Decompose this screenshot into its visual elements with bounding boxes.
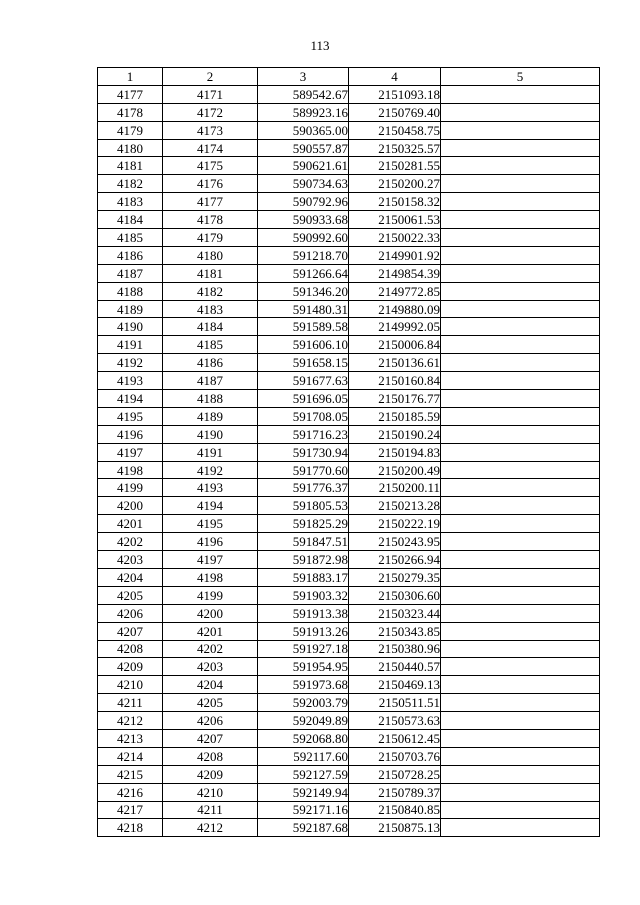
table-row — [98, 425, 600, 443]
table-cell-col-1: 4205 — [98, 586, 163, 604]
table-cell-col-4: 2149992.05 — [349, 318, 441, 336]
table-row — [98, 103, 600, 121]
table-cell-col-2: 4205 — [163, 694, 258, 712]
table-cell-col-5 — [441, 568, 600, 586]
table-cell-col-4: 2150185.59 — [349, 407, 441, 425]
table-cell-col-5 — [441, 801, 600, 819]
table-cell-col-2: 4185 — [163, 336, 258, 354]
table-cell-col-3: 592127.59 — [258, 765, 349, 783]
table-cell-col-1: 4180 — [98, 139, 163, 157]
column-header-2: 2 — [163, 68, 258, 86]
table-cell-col-4: 2150440.57 — [349, 658, 441, 676]
table-row — [98, 372, 600, 390]
table-cell-col-5 — [441, 676, 600, 694]
table-cell-col-3: 591266.64 — [258, 264, 349, 282]
table-cell-col-1: 4206 — [98, 604, 163, 622]
table-cell-col-4: 2150176.77 — [349, 390, 441, 408]
table-cell-col-4: 2150200.27 — [349, 175, 441, 193]
table-row — [98, 246, 600, 264]
table-cell-col-1: 4198 — [98, 461, 163, 479]
table-row — [98, 264, 600, 282]
table-cell-col-5 — [441, 729, 600, 747]
table-cell-col-1: 4188 — [98, 282, 163, 300]
table-cell-col-5 — [441, 712, 600, 730]
table-cell-col-4: 2150200.49 — [349, 461, 441, 479]
table-cell-col-2: 4184 — [163, 318, 258, 336]
table-cell-col-1: 4177 — [98, 85, 163, 103]
table-cell-col-1: 4210 — [98, 676, 163, 694]
table-cell-col-1: 4186 — [98, 246, 163, 264]
table-cell-col-5 — [441, 318, 600, 336]
table-cell-col-1: 4195 — [98, 407, 163, 425]
table-cell-col-2: 4191 — [163, 443, 258, 461]
table-cell-col-1: 4187 — [98, 264, 163, 282]
table-row — [98, 765, 600, 783]
table-cell-col-2: 4187 — [163, 372, 258, 390]
table-cell-col-2: 4171 — [163, 85, 258, 103]
table-cell-col-5 — [441, 407, 600, 425]
table-cell-col-3: 591606.10 — [258, 336, 349, 354]
table-cell-col-4: 2150703.76 — [349, 747, 441, 765]
table-cell-col-3: 589923.16 — [258, 103, 349, 121]
table-row — [98, 443, 600, 461]
table-cell-col-5 — [441, 551, 600, 569]
table-cell-col-5 — [441, 211, 600, 229]
table-cell-col-2: 4172 — [163, 103, 258, 121]
table-cell-col-3: 591346.20 — [258, 282, 349, 300]
table-cell-col-1: 4218 — [98, 819, 163, 837]
table-cell-col-2: 4176 — [163, 175, 258, 193]
table-cell-col-3: 591903.32 — [258, 586, 349, 604]
table-cell-col-4: 2150022.33 — [349, 229, 441, 247]
table-cell-col-1: 4214 — [98, 747, 163, 765]
table-cell-col-5 — [441, 175, 600, 193]
table-cell-col-3: 591805.53 — [258, 497, 349, 515]
table-cell-col-3: 591716.23 — [258, 425, 349, 443]
table-cell-col-3: 591218.70 — [258, 246, 349, 264]
table-cell-col-3: 592187.68 — [258, 819, 349, 837]
table-cell-col-4: 2150200.11 — [349, 479, 441, 497]
table-cell-col-5 — [441, 783, 600, 801]
table-cell-col-3: 591480.31 — [258, 300, 349, 318]
table-cell-col-2: 4173 — [163, 121, 258, 139]
table-cell-col-5 — [441, 139, 600, 157]
table-cell-col-3: 590992.60 — [258, 229, 349, 247]
table-cell-col-1: 4211 — [98, 694, 163, 712]
table-cell-col-5 — [441, 461, 600, 479]
table-cell-col-2: 4175 — [163, 157, 258, 175]
table-cell-col-2: 4198 — [163, 568, 258, 586]
table-cell-col-3: 591696.05 — [258, 390, 349, 408]
table-cell-col-4: 2150789.37 — [349, 783, 441, 801]
table-cell-col-2: 4206 — [163, 712, 258, 730]
table-row — [98, 783, 600, 801]
table-cell-col-4: 2150136.61 — [349, 354, 441, 372]
table-cell-col-5 — [441, 622, 600, 640]
table-cell-col-4: 2150325.57 — [349, 139, 441, 157]
table-cell-col-1: 4196 — [98, 425, 163, 443]
table-cell-col-2: 4192 — [163, 461, 258, 479]
table-cell-col-3: 591883.17 — [258, 568, 349, 586]
table-cell-col-1: 4192 — [98, 354, 163, 372]
table-cell-col-5 — [441, 497, 600, 515]
table-cell-col-5 — [441, 157, 600, 175]
table-cell-col-1: 4212 — [98, 712, 163, 730]
table-cell-col-5 — [441, 372, 600, 390]
table-cell-col-1: 4189 — [98, 300, 163, 318]
table-cell-col-4: 2150511.51 — [349, 694, 441, 712]
table-cell-col-4: 2150281.55 — [349, 157, 441, 175]
table-cell-col-4: 2150612.45 — [349, 729, 441, 747]
table-cell-col-2: 4201 — [163, 622, 258, 640]
table-cell-col-4: 2150573.63 — [349, 712, 441, 730]
table-row — [98, 819, 600, 837]
table-cell-col-1: 4216 — [98, 783, 163, 801]
coordinates-table — [97, 67, 600, 837]
table-cell-col-2: 4194 — [163, 497, 258, 515]
table-cell-col-3: 590621.61 — [258, 157, 349, 175]
table-cell-col-3: 589542.67 — [258, 85, 349, 103]
table-cell-col-4: 2150006.84 — [349, 336, 441, 354]
table-cell-col-3: 590557.87 — [258, 139, 349, 157]
table-row — [98, 139, 600, 157]
table-cell-col-5 — [441, 443, 600, 461]
table-cell-col-2: 4186 — [163, 354, 258, 372]
table-cell-col-5 — [441, 604, 600, 622]
table-cell-col-1: 4207 — [98, 622, 163, 640]
table-cell-col-1: 4202 — [98, 533, 163, 551]
table-cell-col-1: 4208 — [98, 640, 163, 658]
table-cell-col-2: 4204 — [163, 676, 258, 694]
table-row — [98, 497, 600, 515]
table-cell-col-2: 4183 — [163, 300, 258, 318]
table-cell-col-3: 592117.60 — [258, 747, 349, 765]
table-cell-col-5 — [441, 479, 600, 497]
table-cell-col-1: 4182 — [98, 175, 163, 193]
table-cell-col-3: 591825.29 — [258, 515, 349, 533]
table-cell-col-1: 4181 — [98, 157, 163, 175]
table-cell-col-4: 2150222.19 — [349, 515, 441, 533]
table-row — [98, 640, 600, 658]
table-cell-col-5 — [441, 515, 600, 533]
table-cell-col-2: 4209 — [163, 765, 258, 783]
column-header-5: 5 — [441, 68, 600, 86]
table-cell-col-5 — [441, 640, 600, 658]
table-cell-col-2: 4195 — [163, 515, 258, 533]
table-cell-col-4: 2150061.53 — [349, 211, 441, 229]
table-cell-col-4: 2150243.95 — [349, 533, 441, 551]
table-cell-col-4: 2150158.32 — [349, 193, 441, 211]
table-cell-col-1: 4179 — [98, 121, 163, 139]
table-cell-col-4: 2150458.75 — [349, 121, 441, 139]
table-cell-col-2: 4196 — [163, 533, 258, 551]
table-cell-col-2: 4193 — [163, 479, 258, 497]
table-row — [98, 676, 600, 694]
column-header-4: 4 — [349, 68, 441, 86]
table-cell-col-1: 4199 — [98, 479, 163, 497]
table-cell-col-3: 592171.16 — [258, 801, 349, 819]
table-cell-col-3: 590792.96 — [258, 193, 349, 211]
table-cell-col-2: 4202 — [163, 640, 258, 658]
table-row — [98, 479, 600, 497]
table-cell-col-4: 2150160.84 — [349, 372, 441, 390]
table-row — [98, 407, 600, 425]
table-cell-col-2: 4177 — [163, 193, 258, 211]
table-row — [98, 729, 600, 747]
table-cell-col-5 — [441, 264, 600, 282]
table-cell-col-3: 591954.95 — [258, 658, 349, 676]
table-cell-col-2: 4188 — [163, 390, 258, 408]
table-cell-col-4: 2150469.13 — [349, 676, 441, 694]
table-row — [98, 712, 600, 730]
table-cell-col-4: 2149901.92 — [349, 246, 441, 264]
table-row — [98, 604, 600, 622]
table-row — [98, 354, 600, 372]
table-cell-col-1: 4209 — [98, 658, 163, 676]
table-cell-col-2: 4211 — [163, 801, 258, 819]
table-cell-col-2: 4181 — [163, 264, 258, 282]
table-cell-col-1: 4191 — [98, 336, 163, 354]
table-row — [98, 85, 600, 103]
table-cell-col-5 — [441, 533, 600, 551]
table-cell-col-3: 592149.94 — [258, 783, 349, 801]
table-cell-col-3: 591776.37 — [258, 479, 349, 497]
table-cell-col-2: 4208 — [163, 747, 258, 765]
table-cell-col-3: 591847.51 — [258, 533, 349, 551]
table-cell-col-3: 592068.80 — [258, 729, 349, 747]
column-header-3: 3 — [258, 68, 349, 86]
table-cell-col-4: 2150279.35 — [349, 568, 441, 586]
table-row — [98, 211, 600, 229]
table-row — [98, 694, 600, 712]
column-header-1: 1 — [98, 68, 163, 86]
table-cell-col-3: 591913.38 — [258, 604, 349, 622]
table-cell-col-4: 2149854.39 — [349, 264, 441, 282]
table-cell-col-3: 590365.00 — [258, 121, 349, 139]
table-row — [98, 336, 600, 354]
table-cell-col-5 — [441, 282, 600, 300]
table-cell-col-5 — [441, 819, 600, 837]
table-cell-col-4: 2151093.18 — [349, 85, 441, 103]
table-cell-col-2: 4212 — [163, 819, 258, 837]
table-row — [98, 515, 600, 533]
table-cell-col-1: 4193 — [98, 372, 163, 390]
table-row — [98, 300, 600, 318]
table-cell-col-5 — [441, 85, 600, 103]
table-cell-col-5 — [441, 747, 600, 765]
table-row — [98, 121, 600, 139]
table-cell-col-1: 4183 — [98, 193, 163, 211]
table-cell-col-2: 4197 — [163, 551, 258, 569]
table-cell-col-5 — [441, 694, 600, 712]
table-cell-col-5 — [441, 336, 600, 354]
table-cell-col-5 — [441, 300, 600, 318]
table-cell-col-1: 4204 — [98, 568, 163, 586]
table-cell-col-4: 2149880.09 — [349, 300, 441, 318]
table-body — [98, 85, 600, 836]
table-cell-col-2: 4207 — [163, 729, 258, 747]
table-row — [98, 282, 600, 300]
table-row — [98, 801, 600, 819]
table-cell-col-2: 4210 — [163, 783, 258, 801]
table-row — [98, 533, 600, 551]
table-row — [98, 390, 600, 408]
table-header-row — [98, 68, 600, 86]
table-cell-col-1: 4194 — [98, 390, 163, 408]
table-cell-col-1: 4190 — [98, 318, 163, 336]
table-cell-col-5 — [441, 354, 600, 372]
table-cell-col-3: 592049.89 — [258, 712, 349, 730]
table-cell-col-3: 591589.58 — [258, 318, 349, 336]
table-cell-col-2: 4180 — [163, 246, 258, 264]
table-cell-col-5 — [441, 193, 600, 211]
table-cell-col-5 — [441, 765, 600, 783]
table-cell-col-1: 4185 — [98, 229, 163, 247]
table-cell-col-3: 592003.79 — [258, 694, 349, 712]
table-cell-col-4: 2150380.96 — [349, 640, 441, 658]
table-cell-col-3: 591677.63 — [258, 372, 349, 390]
table-cell-col-5 — [441, 658, 600, 676]
table-cell-col-1: 4184 — [98, 211, 163, 229]
table-cell-col-3: 591658.15 — [258, 354, 349, 372]
table-cell-col-1: 4178 — [98, 103, 163, 121]
table-cell-col-3: 591770.60 — [258, 461, 349, 479]
table-row — [98, 658, 600, 676]
table-cell-col-4: 2150875.13 — [349, 819, 441, 837]
table-cell-col-2: 4203 — [163, 658, 258, 676]
table-cell-col-4: 2150194.83 — [349, 443, 441, 461]
table-row — [98, 229, 600, 247]
page-number: 113 — [310, 38, 330, 53]
table-cell-col-1: 4215 — [98, 765, 163, 783]
table-row — [98, 586, 600, 604]
table-row — [98, 193, 600, 211]
table-cell-col-2: 4179 — [163, 229, 258, 247]
table-cell-col-5 — [441, 121, 600, 139]
table-cell-col-4: 2150769.40 — [349, 103, 441, 121]
table-row — [98, 175, 600, 193]
table-row — [98, 747, 600, 765]
table-cell-col-3: 590734.63 — [258, 175, 349, 193]
table-row — [98, 461, 600, 479]
table-cell-col-5 — [441, 246, 600, 264]
table-cell-col-1: 4200 — [98, 497, 163, 515]
table-cell-col-4: 2150306.60 — [349, 586, 441, 604]
table-cell-col-4: 2150840.85 — [349, 801, 441, 819]
table-cell-col-3: 591913.26 — [258, 622, 349, 640]
table-cell-col-4: 2149772.85 — [349, 282, 441, 300]
table-row — [98, 551, 600, 569]
table-cell-col-5 — [441, 229, 600, 247]
table-cell-col-1: 4217 — [98, 801, 163, 819]
table-cell-col-4: 2150728.25 — [349, 765, 441, 783]
table-cell-col-3: 591730.94 — [258, 443, 349, 461]
table-cell-col-1: 4201 — [98, 515, 163, 533]
table-cell-col-5 — [441, 425, 600, 443]
table-cell-col-2: 4182 — [163, 282, 258, 300]
table-row — [98, 622, 600, 640]
table-cell-col-3: 591708.05 — [258, 407, 349, 425]
table-cell-col-2: 4200 — [163, 604, 258, 622]
table-cell-col-5 — [441, 103, 600, 121]
table-row — [98, 568, 600, 586]
table-cell-col-3: 591973.68 — [258, 676, 349, 694]
table-cell-col-5 — [441, 586, 600, 604]
table-cell-col-2: 4190 — [163, 425, 258, 443]
table-cell-col-1: 4213 — [98, 729, 163, 747]
table-cell-col-1: 4203 — [98, 551, 163, 569]
table-cell-col-3: 591872.98 — [258, 551, 349, 569]
table-row — [98, 157, 600, 175]
table-cell-col-5 — [441, 390, 600, 408]
table-cell-col-3: 590933.68 — [258, 211, 349, 229]
table-cell-col-4: 2150323.44 — [349, 604, 441, 622]
table-cell-col-2: 4178 — [163, 211, 258, 229]
table-cell-col-4: 2150213.28 — [349, 497, 441, 515]
table-cell-col-4: 2150266.94 — [349, 551, 441, 569]
table-cell-col-2: 4174 — [163, 139, 258, 157]
table-cell-col-4: 2150343.85 — [349, 622, 441, 640]
table-cell-col-3: 591927.18 — [258, 640, 349, 658]
table-row — [98, 318, 600, 336]
table-cell-col-4: 2150190.24 — [349, 425, 441, 443]
table-cell-col-1: 4197 — [98, 443, 163, 461]
table-cell-col-2: 4189 — [163, 407, 258, 425]
table-cell-col-2: 4199 — [163, 586, 258, 604]
